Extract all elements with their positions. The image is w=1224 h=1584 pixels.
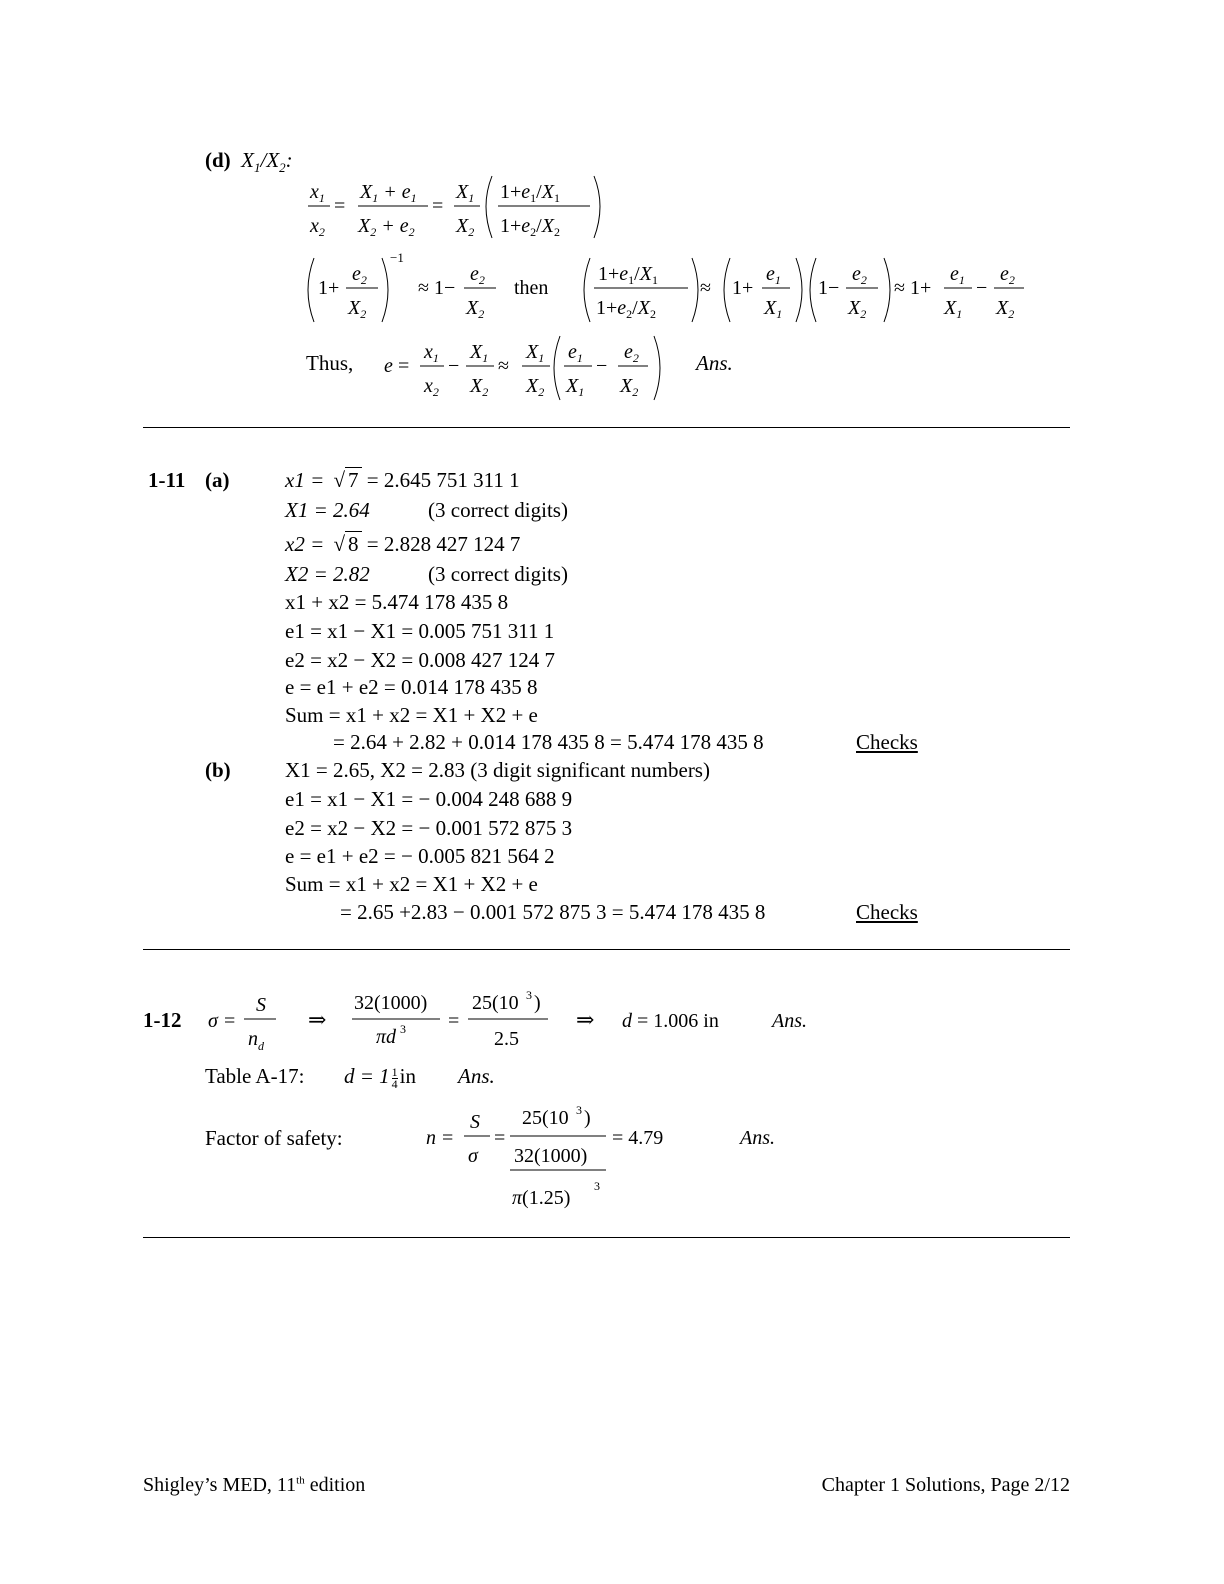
svg-text:x2: $x_2$: [310, 215, 325, 239]
svg-text:e1: $e_1$: [950, 263, 965, 287]
divider-1: [143, 427, 1070, 428]
svg-text:⇒: ⇒: [576, 1007, 595, 1032]
checks-a: Checks: [856, 730, 918, 754]
svg-text:S: S: [256, 994, 266, 1016]
svg-text:≈ 1−: ≈ 1−: [418, 277, 456, 299]
svg-text:1+e2/X2: $1+e_2/X_2$: [500, 215, 560, 239]
line-a-9: = 2.64 + 2.82 + 0.014 178 435 8 = 5.474 178 435 8: [333, 730, 764, 754]
svg-text:e: e: [384, 355, 393, 377]
equation-error-result: [380, 330, 680, 405]
svg-text:X2: $X_2$: [620, 375, 639, 399]
table-a17-label: Table A-17:: [205, 1064, 305, 1088]
equation-diameter: [200, 985, 840, 1060]
svg-text:−: −: [596, 355, 608, 377]
svg-text:=: =: [432, 195, 444, 217]
svg-text:x1: $x_1$: [424, 341, 439, 365]
svg-text:≈: ≈: [700, 277, 711, 299]
svg-text:X1: $X_1$: [526, 341, 545, 365]
svg-text:=: =: [442, 1127, 454, 1149]
svg-text:1−: 1−: [818, 277, 840, 299]
svg-text:= 4.79: = 4.79: [612, 1127, 664, 1149]
svg-text:e2: $e_2$: [852, 263, 867, 287]
svg-text:3: 3: [400, 1022, 406, 1036]
svg-text:σ: σ: [208, 1010, 218, 1032]
svg-text:Ans.: Ans.: [740, 1127, 775, 1149]
equation-binomial-approx: [300, 248, 1040, 328]
problem-1-11-part-b: (b): [205, 758, 231, 782]
svg-text:−: −: [976, 277, 988, 299]
problem-1-11-part-a: (a): [205, 468, 230, 492]
line-a-4: x1 + x2 = 5.474 178 435 8: [285, 590, 509, 614]
svg-text:π(1.25): π(1.25): [512, 1187, 571, 1209]
then-word: then: [514, 277, 549, 299]
svg-text:e2: $e_2$: [470, 263, 485, 287]
equation-ratio-expansion: [300, 170, 620, 245]
table-a17-value: d = 1 $\frac{1}{4}$ in: [344, 1064, 417, 1091]
svg-text:x1: $x_1$: [310, 181, 325, 205]
svg-text:): ): [584, 1107, 591, 1129]
svg-text:X2: $X_2$: [348, 297, 367, 321]
svg-text:X2: $X_2$: [848, 297, 867, 321]
thus-label: Thus,: [306, 351, 354, 375]
line-a-8: Sum = x1 + x2 = X1 + X2 + e: [285, 703, 538, 727]
svg-text:d = 1.006 in: d = 1.006 in: [622, 1010, 719, 1032]
svg-text:X1: $X_1$: [470, 341, 489, 365]
line-b-5: = 2.65 +2.83 − 0.001 572 875 3 = 5.474 178 435 8: [340, 900, 766, 924]
svg-text:3: 3: [576, 1103, 582, 1117]
svg-text:e1: $e_1$: [568, 341, 583, 365]
divider-2: [143, 949, 1070, 950]
svg-text:1+e1/X1: $1+e_1/X_1$: [500, 181, 560, 205]
svg-text:1+: 1+: [732, 277, 754, 299]
svg-text:≈: ≈: [498, 355, 509, 377]
svg-text:nd: $n_d$: [248, 1028, 264, 1053]
line-a-1: X1 = 2.64: [285, 498, 370, 522]
svg-text:−: −: [448, 355, 460, 377]
svg-text:=: =: [448, 1010, 460, 1032]
line-a-3: X2 = 2.82: [285, 562, 370, 586]
svg-text:σ: σ: [468, 1145, 478, 1167]
svg-text:X1 + e1: $X_1 + e_1$: [360, 181, 417, 205]
line-a-2: x2 = √ 8 = 2.828 427 124 7: [285, 532, 521, 556]
line-b-3: e = e1 + e2 = − 0.005 821 564 2: [285, 844, 555, 868]
svg-text:S: S: [470, 1111, 480, 1133]
line-a-0: x1 = √ 7 = 2.645 751 311 1: [285, 468, 520, 492]
svg-text:25(10: 25(10: [522, 1107, 569, 1129]
svg-text:1+e2/X2: $1+e_2/X_2$: [596, 297, 656, 321]
svg-text:x2: $x_2$: [424, 375, 439, 399]
svg-text:=: =: [398, 355, 410, 377]
equation-factor-of-safety: [420, 1098, 820, 1213]
svg-text:3: 3: [594, 1179, 600, 1193]
line-b-1: e1 = x1 − X1 = − 0.004 248 688 9: [285, 787, 573, 811]
svg-text:1+e1/X1: $1+e_1/X_1$: [598, 263, 658, 287]
part-d-ans: Ans.: [696, 351, 733, 375]
svg-text:=: =: [334, 195, 346, 217]
svg-text:2.5: 2.5: [494, 1028, 519, 1050]
fos-label: Factor of safety:: [205, 1126, 343, 1150]
svg-text:32(1000): 32(1000): [514, 1145, 588, 1167]
svg-text:1+: 1+: [318, 277, 340, 299]
line-a-5: e1 = x1 − X1 = 0.005 751 311 1: [285, 619, 555, 643]
line-a-6: e2 = x2 − X2 = 0.008 427 124 7: [285, 648, 556, 672]
line-a-3-note: (3 correct digits): [428, 562, 568, 586]
svg-text:X2: $X_2$: [470, 375, 489, 399]
line-b-0: X1 = 2.65, X2 = 2.83 (3 digit significant numbers): [285, 758, 710, 782]
svg-text:e2: $e_2$: [352, 263, 367, 287]
svg-text:X2: $X_2$: [456, 215, 475, 239]
footer-right: Chapter 1 Solutions, Page 2/12: [821, 1474, 1070, 1496]
svg-text:32(1000): 32(1000): [354, 992, 428, 1014]
svg-text:): ): [534, 992, 541, 1014]
svg-text:=: =: [494, 1127, 506, 1149]
svg-text:X2: $X_2$: [526, 375, 545, 399]
svg-text:πd: πd: [376, 1026, 397, 1048]
problem-1-11-number: 1-11: [148, 468, 186, 492]
svg-text:X1: $X_1$: [944, 297, 963, 321]
svg-text:25(10: 25(10: [472, 992, 519, 1014]
part-d-title: $X_1/X_2$:: [235, 148, 293, 176]
part-d-label: (d): [205, 148, 231, 172]
line-a-1-note: (3 correct digits): [428, 498, 568, 522]
svg-text:X1: $X_1$: [456, 181, 475, 205]
svg-text:X2: $X_2$: [466, 297, 485, 321]
svg-text:e1: $e_1$: [766, 263, 781, 287]
svg-text:X1: $X_1$: [764, 297, 783, 321]
svg-text:X1: $X_1$: [566, 375, 585, 399]
divider-3: [143, 1237, 1070, 1238]
svg-text:Ans.: Ans.: [772, 1010, 807, 1032]
line-b-2: e2 = x2 − X2 = − 0.001 572 875 3: [285, 816, 573, 840]
svg-text:≈ 1+: ≈ 1+: [894, 277, 932, 299]
svg-text:=: =: [224, 1010, 236, 1032]
footer-left: Shigley’s MED, 11th edition: [143, 1474, 366, 1496]
svg-text:X2 + e2: $X_2 + e_2$: [358, 215, 415, 239]
line-a-7: e = e1 + e2 = 0.014 178 435 8: [285, 675, 538, 699]
svg-text:X2: $X_2$: [996, 297, 1015, 321]
svg-text:e2: $e_2$: [1000, 263, 1015, 287]
svg-text:⇒: ⇒: [308, 1007, 327, 1032]
problem-1-12-number: 1-12: [143, 1008, 182, 1032]
svg-text:−1: −1: [390, 250, 404, 265]
svg-text:e2: $e_2$: [624, 341, 639, 365]
part-d-heading: [205, 150, 293, 174]
table-a17-ans: Ans.: [458, 1064, 495, 1088]
svg-text:n: n: [426, 1127, 436, 1149]
svg-text:3: 3: [526, 988, 532, 1002]
checks-b: Checks: [856, 900, 918, 924]
line-b-4: Sum = x1 + x2 = X1 + X2 + e: [285, 872, 538, 896]
